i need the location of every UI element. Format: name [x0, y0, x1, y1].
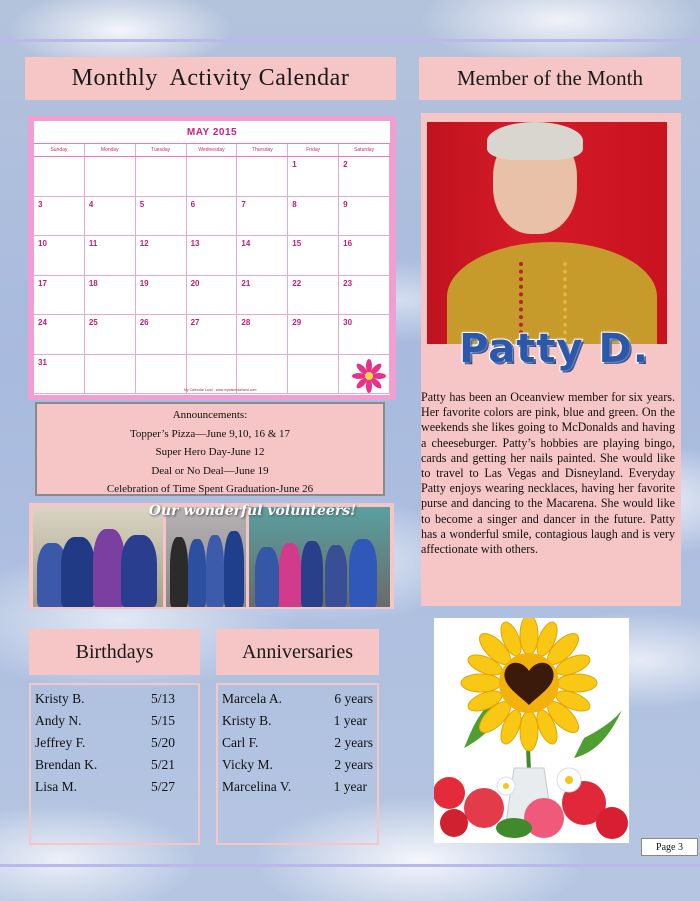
announcement-line: Deal or No Deal—June 19	[151, 464, 269, 477]
calendar-day-number: 25	[88, 318, 98, 327]
weekday-tuesday: Tuesday	[136, 144, 187, 156]
bottom-rule	[0, 864, 700, 867]
calendar-day-cell	[288, 197, 339, 237]
calendar-day-cell	[339, 197, 390, 237]
birthdays-list	[29, 683, 200, 845]
calendar-day-number: 14	[241, 239, 251, 248]
birthday-date: 5/20	[151, 735, 176, 750]
calendar-day-number: 17	[38, 278, 47, 288]
anniversary-name: Marcela A.	[222, 691, 282, 706]
calendar-sheet	[34, 121, 390, 395]
calendar-day-cell	[288, 355, 339, 395]
calendar-day-cell	[34, 236, 85, 276]
calendar-day-number: 19	[139, 278, 149, 288]
calendar-day-cell	[136, 276, 187, 316]
calendar-day-cell	[187, 315, 238, 355]
calendar-day-cell	[288, 236, 339, 276]
calendar-grid	[34, 157, 390, 394]
calendar-day-number: 7	[241, 199, 246, 209]
calendar-day-cell	[136, 197, 187, 237]
anniversary-name: Marcelina V.	[222, 779, 292, 794]
anniversary-name: Carl F.	[222, 735, 259, 750]
calendar-day-number: 13	[190, 239, 200, 248]
volunteer-photo	[33, 507, 163, 607]
member-photo	[427, 122, 667, 344]
volunteer-photo	[166, 507, 246, 607]
calendar-day-number: 24	[38, 318, 47, 327]
birthday-date: 5/13	[151, 691, 176, 706]
weekday-thursday: Thursday	[237, 144, 288, 156]
calendar-day-cell	[85, 315, 136, 355]
birthday-name: Lisa M.	[35, 779, 77, 794]
calendar-day-number: 1	[292, 160, 297, 169]
birthday-name: Brendan K.	[35, 757, 98, 772]
calendar-day-cell	[339, 315, 390, 355]
calendar-day-cell	[237, 236, 288, 276]
announcement-line: Super Hero Day-June 12	[155, 446, 265, 458]
calendar-day-cell	[187, 276, 238, 316]
anniversaries-header: Anniversaries	[216, 629, 379, 675]
calendar-day-number: 3	[38, 199, 43, 209]
calendar-day-number: 8	[292, 199, 297, 209]
calendar-day-cell	[237, 315, 288, 355]
weekday-monday: Monday	[85, 144, 136, 156]
calendar-day-number: 15	[292, 239, 302, 248]
anniversary-name: Kristy B.	[222, 713, 272, 728]
birthday-date: 5/21	[151, 757, 176, 772]
calendar-day-number: 30	[343, 318, 353, 327]
birthday-date: 5/15	[151, 713, 176, 728]
birthday-date: 5/27	[151, 779, 176, 794]
calendar-day-number: 21	[241, 278, 251, 288]
calendar-day-number: 20	[190, 278, 200, 288]
calendar-month: MAY 2015	[34, 121, 390, 144]
calendar-day-number: 6	[190, 199, 196, 209]
gerbera-flower-icon	[352, 359, 386, 393]
weekday-sunday: Sunday	[34, 144, 85, 156]
calendar-day-number: 22	[292, 278, 302, 288]
calendar-day-number: 29	[292, 318, 302, 327]
anniversary-years: 1 year	[333, 713, 367, 728]
calendar-day-number: 10	[38, 239, 47, 248]
calendar-day-cell	[187, 157, 238, 197]
calendar-day-cell	[237, 276, 288, 316]
announcement-line: Topper’s Pizza—June 9,10, 16 & 17	[129, 427, 291, 440]
calendar-day-number: 2	[343, 160, 348, 169]
sunflower-illustration	[434, 618, 629, 843]
volunteers-caption: Our wonderful volunteers!	[148, 503, 357, 519]
calendar-day-cell	[85, 157, 136, 197]
calendar-day-cell	[339, 276, 390, 316]
weekday-saturday: Saturday	[339, 144, 390, 156]
calendar-day-cell	[288, 315, 339, 355]
calendar-day-number: 5	[139, 199, 145, 209]
anniversary-years: 2 years	[334, 757, 373, 772]
page-number: Page 3	[641, 838, 698, 856]
calendar-day-cell	[187, 197, 238, 237]
calendar-day-cell	[136, 315, 187, 355]
calendar-day-number: 23	[343, 278, 353, 288]
calendar-day-number: 18	[88, 278, 98, 288]
birthday-name: Kristy B.	[35, 691, 85, 706]
anniversaries-list	[216, 683, 379, 845]
calendar-day-number: 31	[38, 357, 47, 367]
calendar-day-cell	[187, 236, 238, 276]
calendar-day-cell	[339, 157, 390, 197]
top-rule	[0, 39, 700, 42]
calendar	[28, 116, 396, 400]
weekday-wednesday: Wednesday	[187, 144, 238, 156]
member-bio: Patty has been an Oceanview member for six years. Her favorite colors are pink, blue and green. On the weekends she likes going to McDonalds and having a cheeseburger. Patty’s hobbies are playing bingo, cards and getting her nails painted. She would like to travel to Las Vegas and Disneyland. Everyday Patty enjoys wearing necklaces, having her favorite purse and dancing to the Macarena. She would like to become a singer and dancer in the future. Patty has a wonderful smile, contagious laugh and is very affectionate with others.	[421, 390, 675, 557]
calendar-day-number: 11	[88, 239, 98, 248]
calendar-day-number: 28	[241, 318, 251, 327]
anniversary-name: Vicky M.	[222, 757, 273, 772]
announcements-title: Announcements:	[172, 409, 248, 421]
birthday-name: Andy N.	[35, 713, 82, 728]
calendar-day-number: 27	[190, 318, 200, 327]
calendar-day-cell	[85, 276, 136, 316]
announcement-line: Celebration of Time Spent Graduation-June 26	[106, 483, 314, 495]
sunflower-icon	[434, 618, 629, 843]
member-header: Member of the Month	[419, 57, 681, 100]
calendar-day-cell	[136, 355, 187, 395]
calendar-day-number: 12	[139, 239, 149, 248]
calendar-day-cell	[34, 276, 85, 316]
calendar-day-cell	[237, 157, 288, 197]
calendar-day-cell	[34, 315, 85, 355]
calendar-day-cell	[85, 236, 136, 276]
calendar-day-cell	[288, 276, 339, 316]
calendar-header: Monthly Activity Calendar	[25, 57, 396, 100]
volunteer-photo	[249, 507, 390, 607]
calendar-day-number: 9	[343, 199, 348, 209]
anniversary-years: 6 years	[334, 691, 373, 706]
calendar-day-cell	[34, 355, 85, 395]
calendar-day-cell	[136, 157, 187, 197]
weekday-friday: Friday	[288, 144, 339, 156]
calendar-day-cell	[237, 197, 288, 237]
calendar-day-cell	[34, 157, 85, 197]
calendar-day-number: 26	[139, 318, 149, 327]
announcements-box	[35, 402, 385, 496]
calendar-day-cell	[136, 236, 187, 276]
calendar-day-cell	[85, 355, 136, 395]
calendar-day-number: 16	[343, 239, 353, 248]
calendar-day-cell	[339, 236, 390, 276]
anniversary-years: 1 year	[333, 779, 367, 794]
birthdays-header: Birthdays	[29, 629, 200, 675]
hair-shape	[487, 122, 583, 160]
calendar-day-number: 4	[88, 199, 94, 209]
calendar-day-cell	[34, 197, 85, 237]
calendar-day-cell	[85, 197, 136, 237]
calendar-day-cell	[288, 157, 339, 197]
birthday-name: Jeffrey F.	[35, 735, 86, 750]
calendar-credit: My Calendar Land - www.mycalendarland.com	[184, 388, 257, 392]
member-name: Patty D.	[459, 326, 649, 372]
anniversary-years: 2 years	[334, 735, 373, 750]
calendar-weekdays	[34, 144, 390, 157]
